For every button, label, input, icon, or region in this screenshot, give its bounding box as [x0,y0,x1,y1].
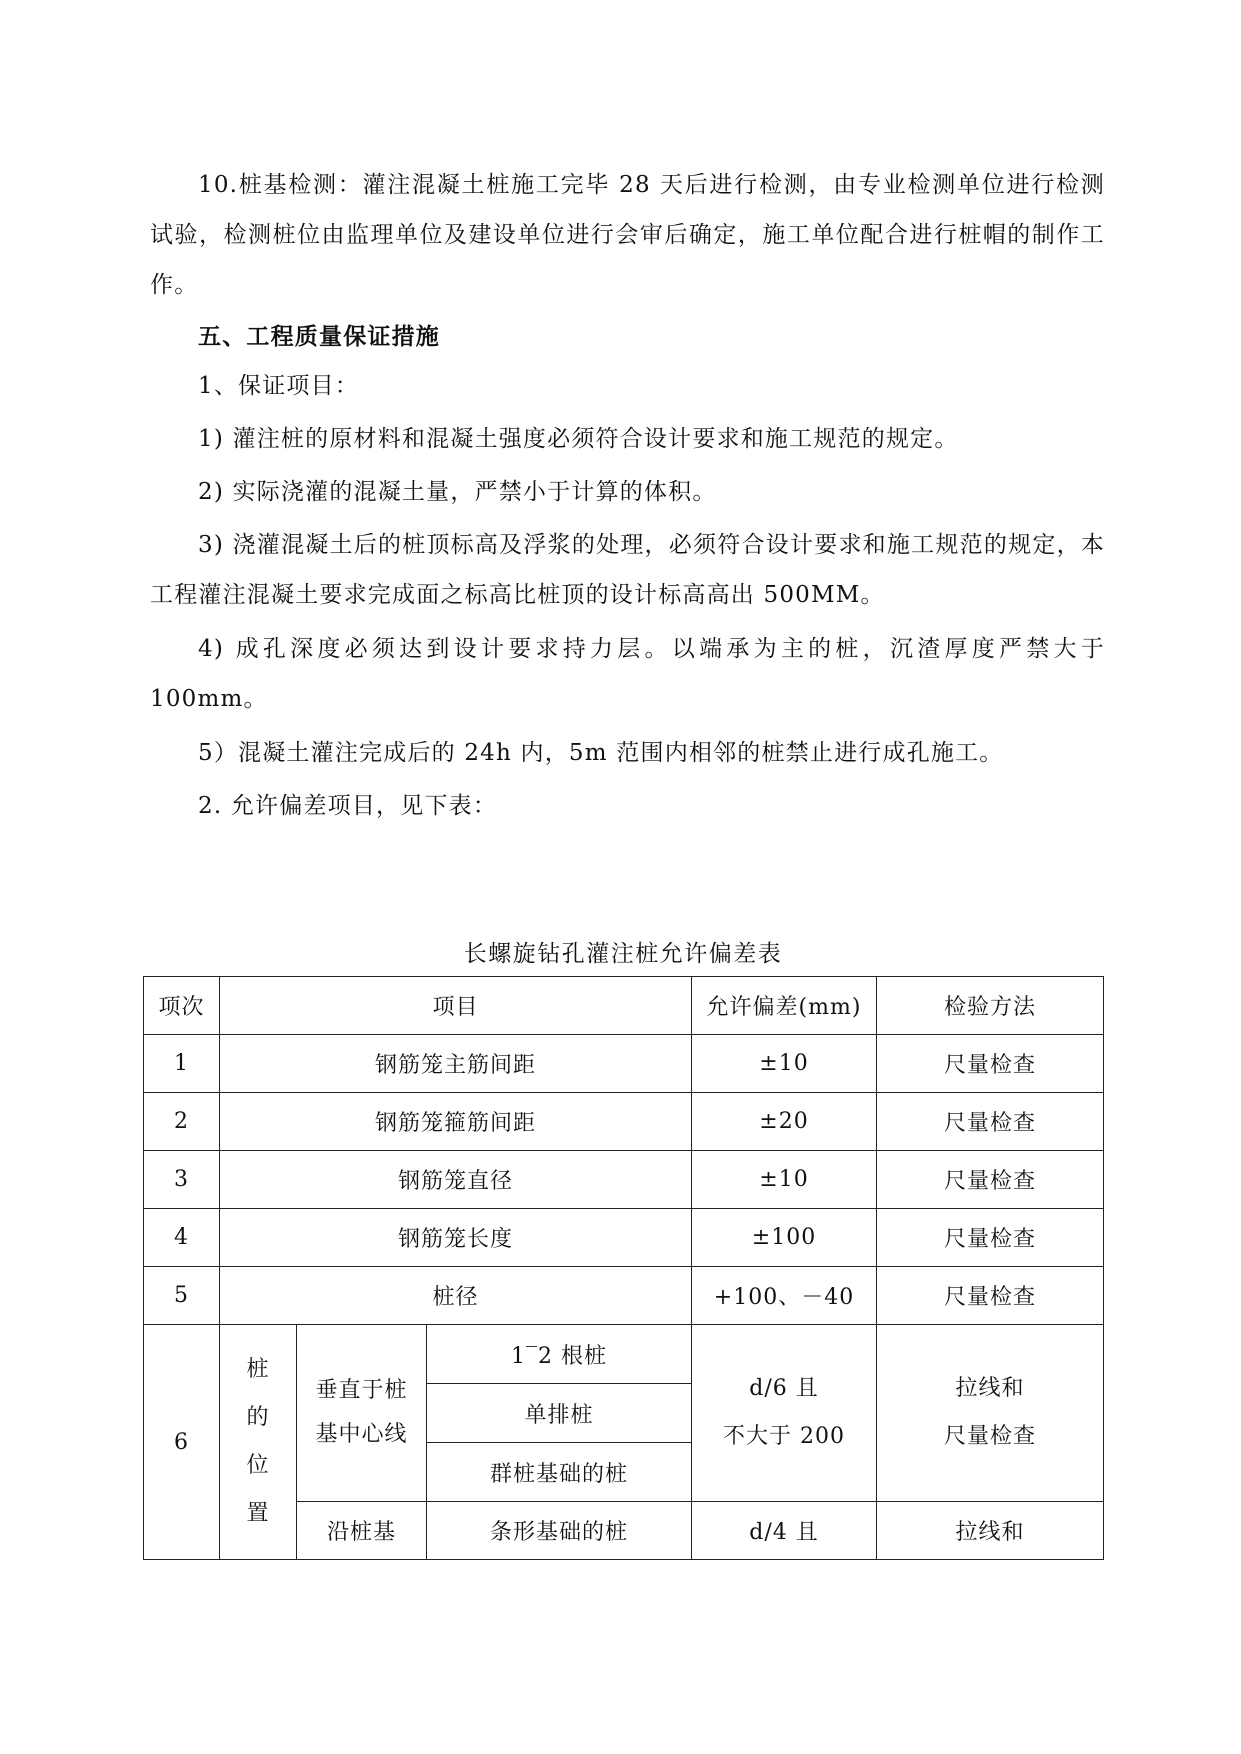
table-row [144,1035,1104,1093]
subsection-guarantee-items: 1、保证项目： [198,373,360,399]
cell-tolerance: ±100 [692,1209,877,1267]
cell-sub-perpendicular [297,1325,427,1502]
cell-tolerance [692,1325,877,1502]
method-line: 拉线和 [955,1376,1025,1401]
table-row [144,1093,1104,1151]
cell-no: 6 [144,1325,220,1560]
item-3: 3) 浇灌混凝土后的桩顶标高及浮浆的处理，必须符合设计要求和施工规范的规定，本工程灌注混凝土要求完成面之标高比桩顶的设计标高高出 500MM。 [150,532,1105,608]
subsection-tolerance-items: 2. 允许偏差项目，见下表： [198,793,498,819]
group-char: 置 [246,1501,270,1526]
tolerance-line: 不大于 200 [723,1424,845,1449]
cell-sub-item: 1‾2 根桩 [427,1325,692,1384]
header-item: 项目 [220,977,692,1035]
item-5: 5）混凝土灌注完成后的 24h 内，5m 范围内相邻的桩禁止进行成孔施工。 [198,740,1004,766]
cell-method: 拉线和 [877,1502,1104,1560]
cell-item: 钢筋笼长度 [220,1209,692,1267]
cell-sub-item: 群桩基础的桩 [427,1443,692,1502]
cell-item: 桩径 [220,1267,692,1325]
cell-method [877,1325,1104,1502]
group-char: 位 [246,1453,270,1478]
table-row [144,1325,1104,1384]
cell-no: 2 [144,1093,220,1151]
cell-no: 4 [144,1209,220,1267]
cell-item: 钢筋笼主筋间距 [220,1035,692,1093]
item-1: 1) 灌注桩的原材料和混凝土强度必须符合设计要求和施工规范的规定。 [198,426,959,452]
item-2: 2) 实际浇灌的混凝土量，严禁小于计算的体积。 [198,479,717,505]
table-header-row [144,977,1104,1035]
section-heading-quality: 五、工程质量保证措施 [198,324,440,350]
group-char: 的 [246,1405,270,1430]
cell-sub-along: 沿桩基 [297,1502,427,1560]
cell-sub-item: 单排桩 [427,1384,692,1443]
cell-no: 1 [144,1035,220,1093]
group-char: 桩 [246,1357,270,1382]
table-row [144,1209,1104,1267]
cell-no: 3 [144,1151,220,1209]
cell-method: 尺量检查 [877,1093,1104,1151]
cell-method: 尺量检查 [877,1209,1104,1267]
cell-no: 5 [144,1267,220,1325]
cell-tolerance: ±10 [692,1035,877,1093]
table-title: 长螺旋钻孔灌注桩允许偏差表 [463,941,783,967]
cell-method: 尺量检查 [877,1267,1104,1325]
cell-item: 钢筋笼直径 [220,1151,692,1209]
item-4: 4) 成孔深度必须达到设计要求持力层。以端承为主的桩，沉渣厚度严禁大于 100mm。 [150,636,1105,712]
cell-item: 钢筋笼箍筋间距 [220,1093,692,1151]
cell-method: 尺量检查 [877,1151,1104,1209]
cell-group-pile-position [220,1325,297,1560]
header-no: 项次 [144,977,220,1035]
sub-label: 垂直于桩基中心线 [315,1378,408,1447]
table-row [144,1151,1104,1209]
cell-sub-item: 条形基础的桩 [427,1502,692,1560]
header-tolerance: 允许偏差(mm) [692,977,877,1035]
paragraph-pile-testing: 10.桩基检测：灌注混凝土桩施工完毕 28 天后进行检测，由专业检测单位进行检测试验，检测桩位由监理单位及建设单位进行会审后确定，施工单位配合进行桩帽的制作工作。 [150,172,1105,298]
cell-method: 尺量检查 [877,1035,1104,1093]
tolerance-table [143,976,1104,1560]
cell-tolerance: +100、－40 [692,1267,877,1325]
table-row [144,1267,1104,1325]
cell-tolerance: d/4 且 [692,1502,877,1560]
tolerance-line: d/6 且 [749,1376,819,1401]
method-line: 尺量检查 [943,1424,1036,1449]
cell-tolerance: ±20 [692,1093,877,1151]
header-method: 检验方法 [877,977,1104,1035]
cell-tolerance: ±10 [692,1151,877,1209]
